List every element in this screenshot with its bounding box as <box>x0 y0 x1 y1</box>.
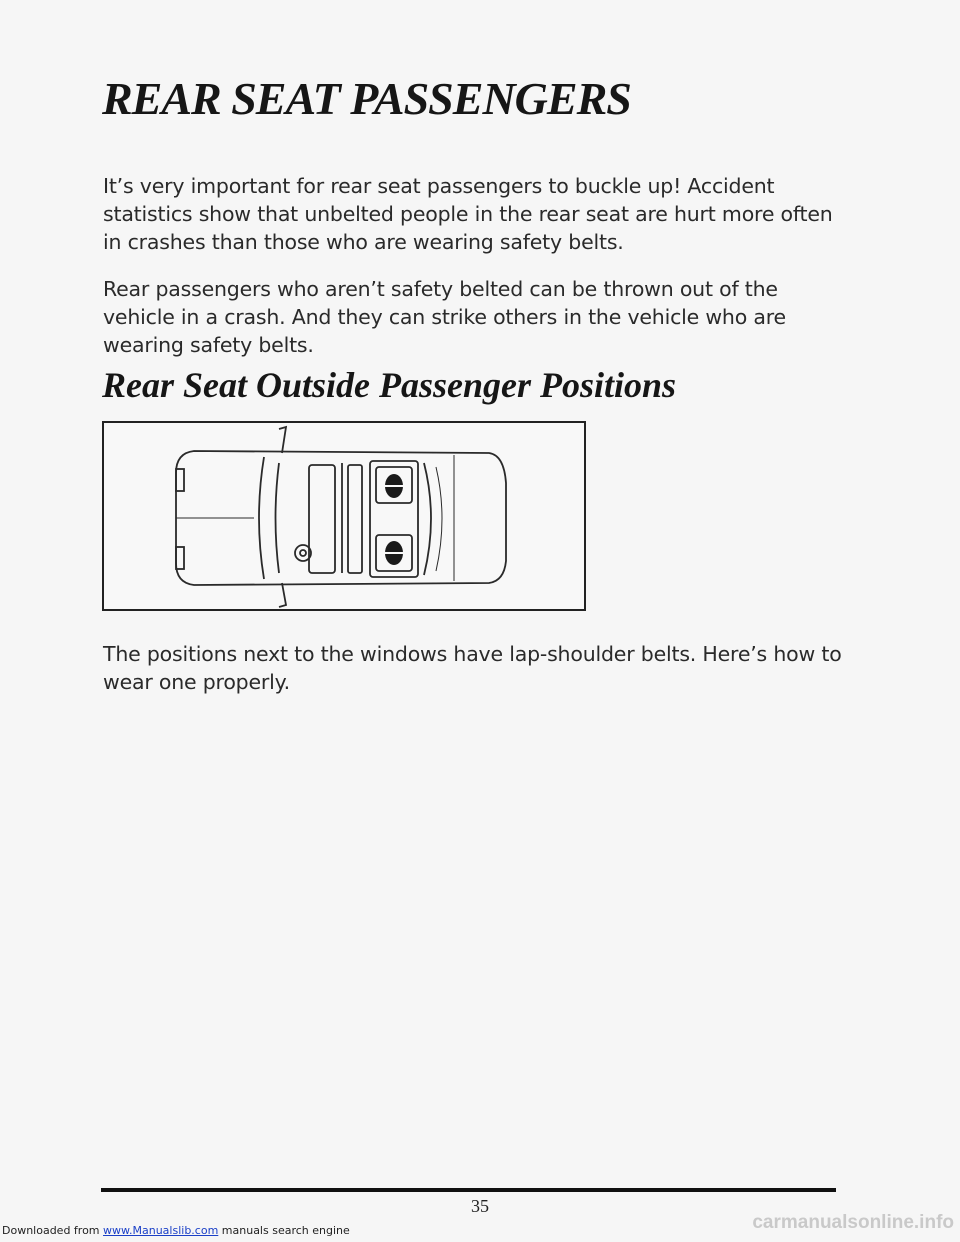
warning-paragraph: Rear passengers who aren’t safety belted can be thrown out of the vehicle in a crash. And they can strike others in the vehicle who are wearing safety belts. <box>103 277 786 357</box>
car-diagram-figure <box>102 421 586 611</box>
subsection-title: Rear Seat Outside Passenger Positions <box>102 365 677 405</box>
intro-paragraph: It’s very important for rear seat passengers to buckle up! Accident statistics show that unbelted people in the rear seat are hurt more often in crashes than those who are wearing safety belts. <box>103 174 833 254</box>
watermark: carmanualsonline.info <box>752 1212 954 1233</box>
lap-shoulder-paragraph: The positions next to the windows have lap-shoulder belts. Here’s how to wear one properly. <box>103 642 842 694</box>
download-footer <box>2 1224 350 1237</box>
manualslib-link[interactable]: www.Manualslib.com <box>103 1224 219 1237</box>
footer-prefix: Downloaded from <box>2 1224 100 1237</box>
car-top-view-diagram-icon <box>104 423 584 609</box>
footer-suffix: manuals search engine <box>221 1224 350 1237</box>
page-number: 35 <box>471 1196 489 1216</box>
footer-rule <box>101 1188 836 1192</box>
section-title: REAR SEAT PASSENGERS <box>102 73 631 124</box>
